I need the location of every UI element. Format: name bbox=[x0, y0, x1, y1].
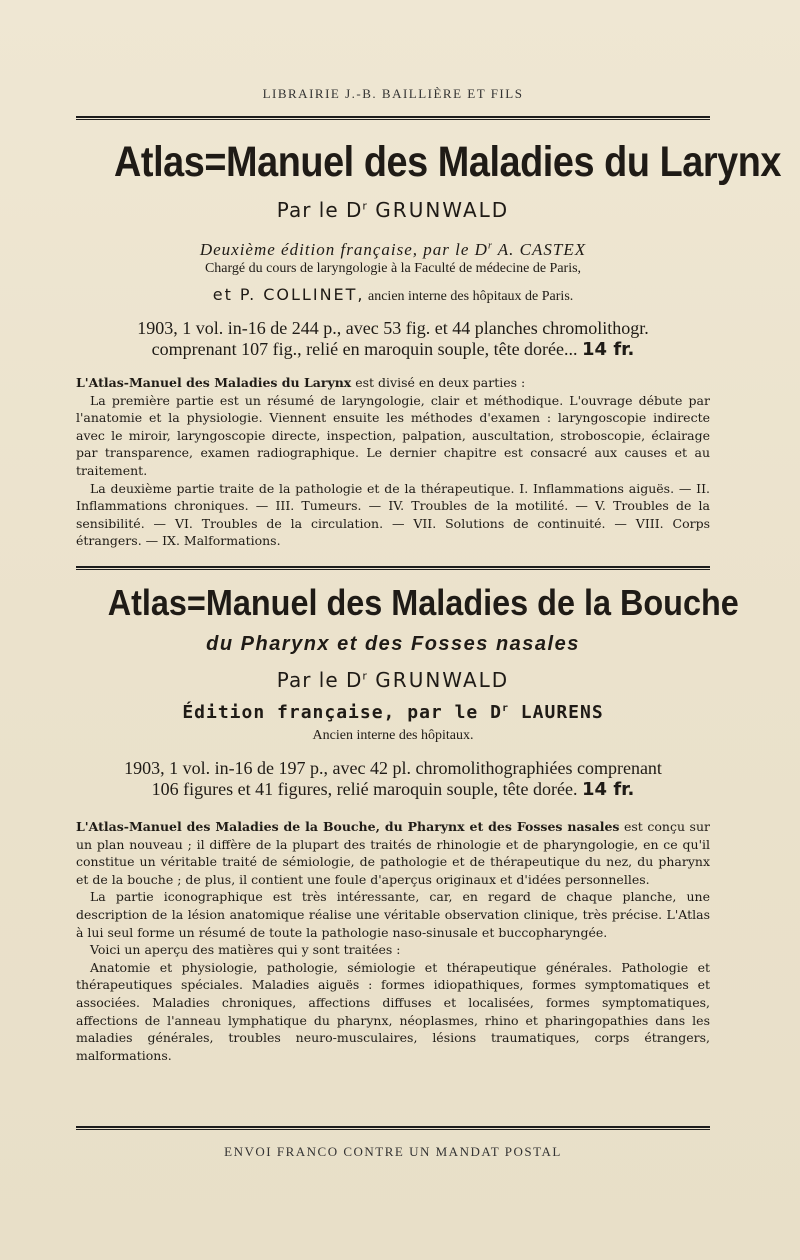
book1-collinet-name: et P. COLLINET, bbox=[212, 285, 365, 304]
book2-biblio-line1: 1903, 1 vol. in-16 de 197 p., avec 42 pl. chromolithographiées comprenant bbox=[124, 758, 662, 778]
book2-biblio-line2: 106 figures et 41 figures, relié maroquin souple, tête dorée. bbox=[151, 779, 578, 799]
book2-edition-prefix: Édition française, par le D bbox=[182, 702, 502, 723]
book2-desc-p2: La partie iconographique est très intéressante, car, en regard de chaque planche, une description de la lésion anatomique réalise une véritable observation clinique, très précise. L'Atlas à lui seul forme un résumé de toute la pathologie naso-sinusale et buccopharyngée. bbox=[76, 889, 710, 940]
book2-price: 14 fr. bbox=[582, 779, 635, 800]
book2-author-name: GRUNWALD bbox=[375, 668, 510, 692]
book2-biblio-line2-wrap bbox=[76, 779, 710, 800]
book1-description bbox=[76, 374, 710, 550]
book1-edition bbox=[76, 240, 710, 260]
book1-biblio bbox=[76, 318, 710, 360]
book2-author-prefix: Par le D bbox=[276, 668, 363, 692]
book2-desc-p4: Anatomie et physiologie, pathologie, sémiologie et thérapeutique générales. Pathologie et thérapeutiques spéciales. Maladies aiguës : formes idiopathiques, formes symptomatiques et associées. Maladies chroniques, affections diffuses et localisées, formes symptomatiques, affections de l'anneau lymphatique du pharynx, néoplasmes, rhino et pharingopathies dans les maladies générales, troubles neuro-musculaires, lésions traumatiques, corps étrangers, malformations. bbox=[76, 959, 710, 1063]
bottom-rule bbox=[76, 1126, 710, 1130]
book1-biblio-line2-wrap bbox=[76, 339, 710, 360]
publisher-header: LIBRAIRIE J.-B. BAILLIÈRE ET FILS bbox=[262, 86, 524, 101]
top-rule bbox=[76, 116, 710, 120]
book2-laurens-title: Ancien interne des hôpitaux. bbox=[312, 728, 474, 743]
book2-title: Atlas=Manuel des Maladies de la Bouche bbox=[107, 582, 739, 623]
book2-edition bbox=[76, 702, 710, 723]
book2-description bbox=[76, 818, 710, 1064]
middle-rule bbox=[76, 566, 710, 570]
book1-edition-name: A. CASTEX bbox=[492, 240, 587, 259]
book1-desc-p3: La deuxième partie traite de la pathologie et de la thérapeutique. I. Inflammations aiguës. — II. Inflammations chroniques. — III. Tumeurs. — IV. Troubles de la motilité. — V. Troubles de la sensibilité. — VI. Troubles de la circulation. — VII. Solutions de continuité. — VIII. Corps étrangers. — IX. Malformations. bbox=[76, 480, 710, 549]
book1-charge: Chargé du cours de laryngologie à la Faculté de médecine de Paris, bbox=[204, 261, 582, 276]
book2-desc-p3: Voici un aperçu des matières qui y sont traitées : bbox=[90, 942, 401, 958]
book1-desc-p2: La première partie est un résumé de laryngologie, clair et méthodique. L'ouvrage débute par l'anatomie et la physiologie. Viennent ensuite les méthodes d'examen : laryngoscopie indirecte avec le miroir, laryngoscopie directe, inspection, palpation, auscultation, stroboscopie, éclairage par transparence, examen radiographique. Le dernier chapitre est consacré aux causes et au traitement. bbox=[76, 392, 710, 478]
book2-biblio bbox=[76, 758, 710, 800]
book1-price: 14 fr. bbox=[582, 339, 635, 360]
book2-edition-name: LAURENS bbox=[508, 702, 604, 723]
footer-notice: ENVOI FRANCO CONTRE UN MANDAT POSTAL bbox=[224, 1144, 562, 1159]
book1-collinet-rest: ancien interne des hôpitaux de Paris. bbox=[364, 289, 574, 304]
book1-desc-bold: L'Atlas-Manuel des Maladies du Larynx bbox=[76, 375, 352, 390]
book1-collinet bbox=[76, 285, 710, 305]
book1-edition-line: Deuxième édition française, par le D bbox=[199, 240, 488, 259]
book1-author bbox=[76, 198, 710, 222]
book1-author-sup: r bbox=[362, 199, 368, 213]
book1-edition-sup: r bbox=[487, 240, 493, 252]
book1-title: Atlas=Manuel des Maladies du Larynx bbox=[114, 138, 782, 186]
book2-desc-bold: L'Atlas-Manuel des Maladies de la Bouche, du Pharynx et des Fosses nasales bbox=[76, 819, 620, 834]
book1-author-prefix: Par le D bbox=[276, 198, 363, 222]
book2-edition-sup: r bbox=[501, 703, 509, 714]
book1-author-name: GRUNWALD bbox=[375, 198, 510, 222]
book2-author bbox=[76, 668, 710, 692]
book1-desc-p1-text: est divisé en deux parties : bbox=[351, 375, 526, 390]
book1-biblio-line2: comprenant 107 fig., relié en maroquin souple, tête dorée... bbox=[151, 339, 578, 359]
book2-author-sup: r bbox=[362, 669, 368, 683]
book2-subtitle: du Pharynx et des Fosses nasales bbox=[206, 633, 580, 655]
book1-biblio-line1: 1903, 1 vol. in-16 de 244 p., avec 53 fig. et 44 planches chromolithogr. bbox=[137, 318, 649, 338]
book1-desc-p1 bbox=[76, 374, 710, 392]
book2-desc-p1-text: est conçu sur un plan nouveau ; il diffère de la plupart des traités de rhinologie et de pharyngologie, en ce qu'il constitue un véritable traité de sémiologie, de pathologie et de thérapeutique du nez, du pharynx et de la bouche ; de plus, il contient une foule d'aperçus originaux et d'idées personnelles. bbox=[76, 819, 710, 887]
book2-desc-p1 bbox=[76, 818, 710, 888]
